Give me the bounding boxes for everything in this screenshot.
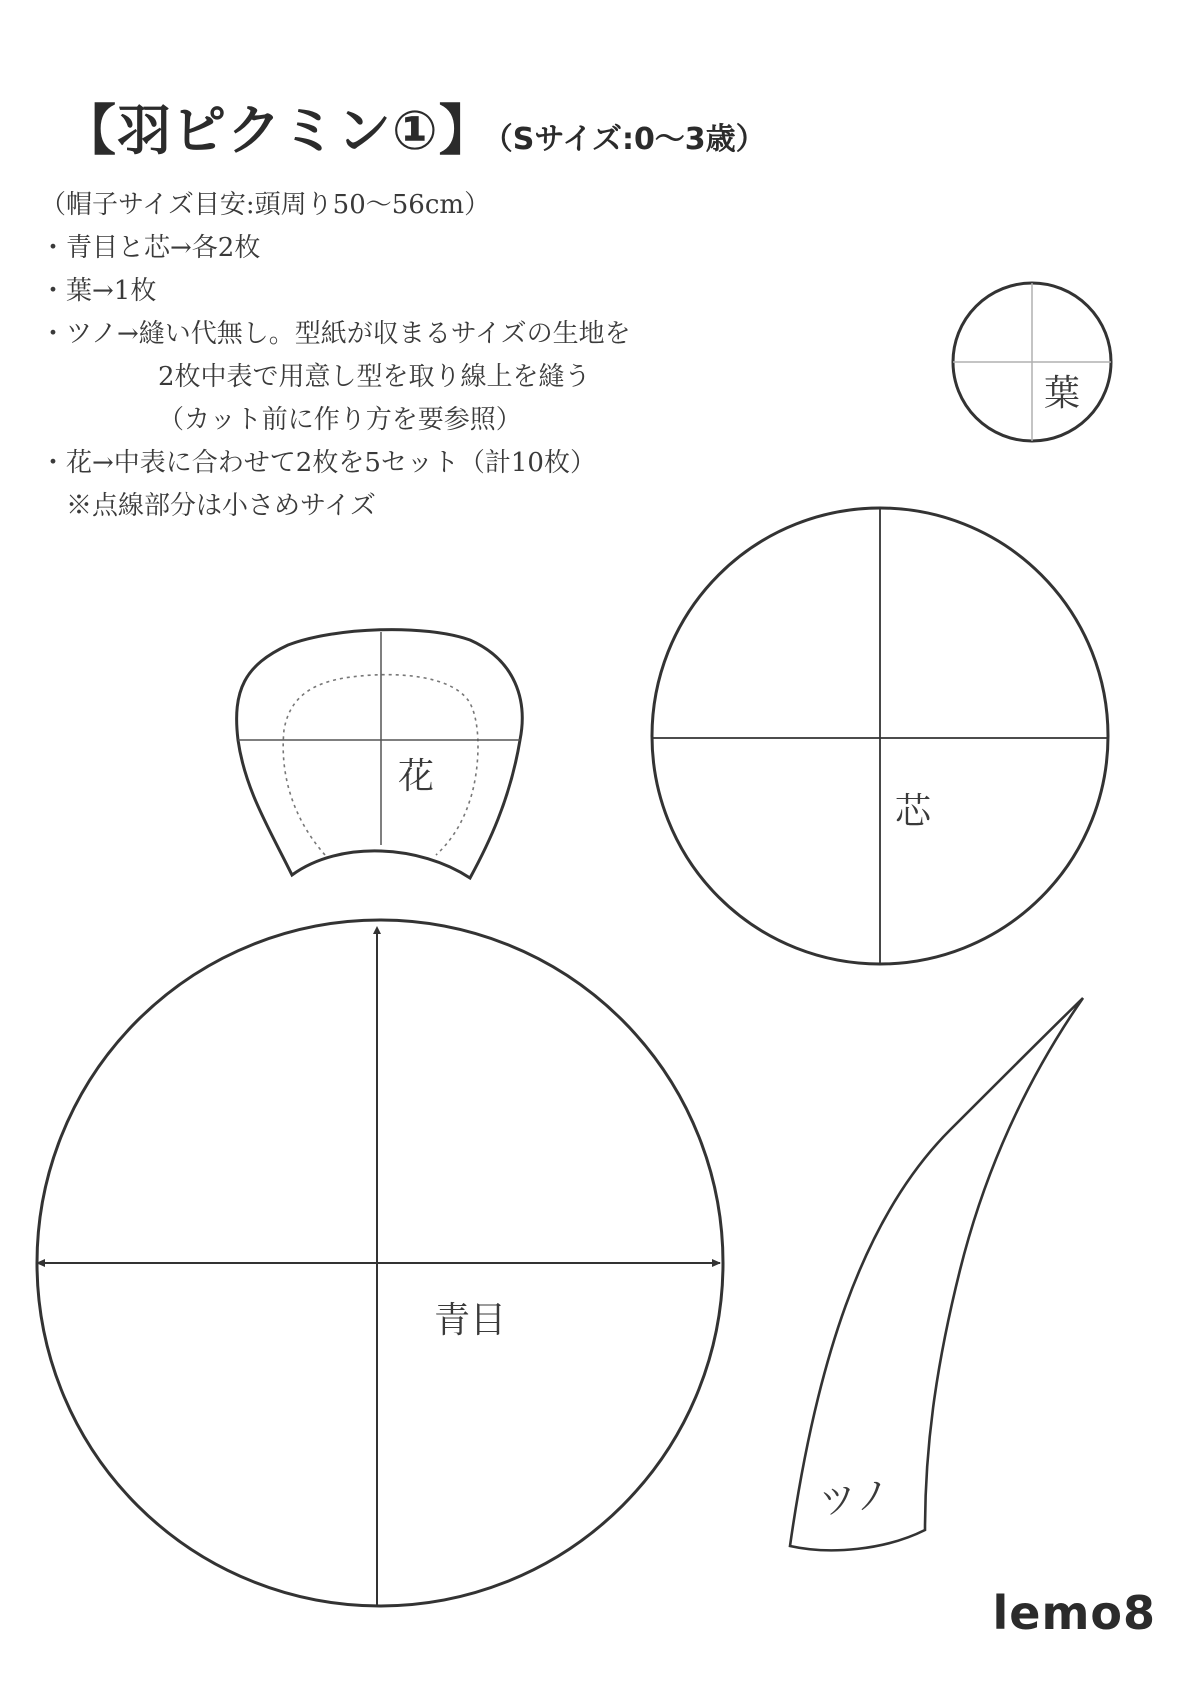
title-main: 【羽ピクミン①】 [62, 99, 494, 162]
leaf-pattern [953, 283, 1111, 441]
note-dotted-line: ※点線部分は小さめサイズ [66, 491, 376, 521]
note-leaf: ・葉→1枚 [40, 276, 157, 306]
arrow-head-right [712, 1259, 721, 1267]
flower-label: 花 [398, 756, 435, 797]
leaf-label: 葉 [1044, 373, 1081, 414]
core-label: 芯 [895, 791, 932, 832]
horn-pattern [790, 998, 1083, 1550]
note-horn-sewing: 2枚中表で用意し型を取り線上を縫う [158, 362, 591, 392]
horn-label: ツノ [817, 1473, 894, 1524]
arrow-head-top [373, 926, 381, 934]
blue-eye-pattern [36, 920, 723, 1606]
blue-eye-label: 青目 [434, 1300, 507, 1341]
title-size: （Sサイズ:0〜3歳） [497, 122, 766, 157]
flower-pattern [237, 630, 523, 878]
note-horn: ・ツノ→縫い代無し。型紙が収まるサイズの生地を [40, 319, 631, 349]
brand-logo: lemo8 [992, 1586, 1156, 1640]
core-pattern [652, 508, 1108, 964]
note-flower: ・花→中表に合わせて2枚を5セット（計10枚） [40, 448, 596, 478]
note-eye-core: ・青目と芯→各2枚 [40, 233, 261, 263]
note-horn-reference: （カット前に作り方を要参照） [158, 405, 522, 435]
note-hat-size: （帽子サイズ目安:頭周り50〜56cm） [40, 190, 491, 220]
